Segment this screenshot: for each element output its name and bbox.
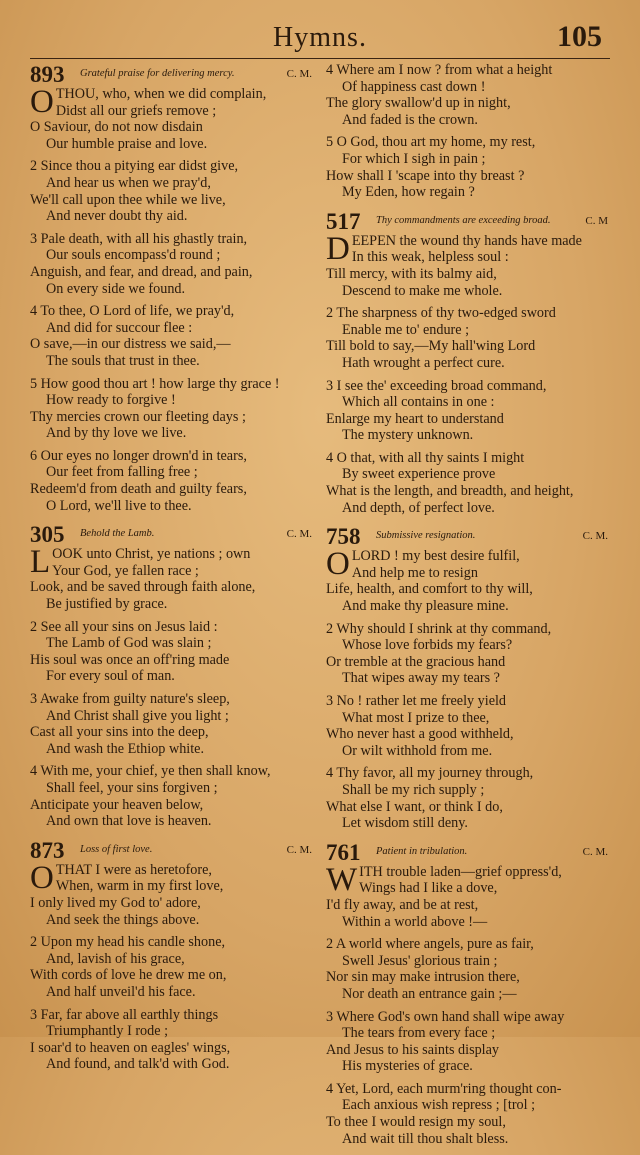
stanza: [30, 691, 312, 757]
verse-line: And half unveil'd his face.: [46, 983, 196, 1000]
hymn-subtitle: Loss of first love.: [80, 843, 153, 855]
verse-line: Or tremble at the gracious hand: [326, 653, 506, 670]
verse-line: And found, and talk'd with God.: [46, 1056, 230, 1073]
hymn-number: 758: [326, 524, 361, 550]
drop-cap: W: [326, 861, 358, 898]
verse-line: Till mercy, with its balmy aid,: [326, 265, 497, 282]
stanza: [326, 134, 608, 200]
drop-cap: O: [326, 546, 350, 583]
verse-line: I'd fly away, and be at rest,: [326, 896, 479, 913]
verse-line: His soul was once an off'ring made: [30, 651, 230, 668]
verse-text: THOU, who, when we did complain,: [55, 86, 267, 102]
hymn-meter: C. M: [585, 214, 608, 227]
verse-line: What most I prize to thee,: [342, 709, 490, 726]
verse-line: Your God, ye fallen race ;: [52, 562, 199, 579]
hymn-number: 305: [30, 522, 65, 548]
verse-line: 4 O that, with all thy saints I might: [326, 449, 525, 466]
hymn-number: 517: [326, 208, 361, 234]
verse-line: 2 The sharpness of thy two-edged sword: [326, 305, 556, 322]
stanza: [326, 62, 608, 128]
verse-line: And did for succour flee :: [46, 319, 193, 336]
verse-line: 2 Upon my head his candle shone,: [30, 934, 226, 951]
hymn-header: [326, 524, 608, 548]
stanza: [30, 231, 312, 297]
verse-line: O save,—in our distress we said,—: [30, 336, 231, 353]
verse-line: Look, and be saved through faith alone,: [30, 579, 256, 596]
verse-line: The Lamb of God was slain ;: [46, 635, 212, 652]
right-column: [326, 62, 608, 1155]
verse-line: Cast all your sins into the deep,: [30, 724, 209, 741]
verse-text: OOK unto Christ, ye nations ; own: [52, 546, 251, 563]
verse-line: Shall feel, your sins forgiven ;: [46, 779, 218, 796]
drop-cap: O: [30, 859, 54, 896]
verse-line: Within a world above !—: [342, 913, 488, 930]
hymn-subtitle: Patient in tribulation.: [376, 845, 468, 857]
hymn: [326, 209, 608, 517]
stanza: [30, 448, 312, 514]
verse-line: How shall I 'scape into thy breast ?: [326, 167, 525, 184]
verse-line: What is the length, and breadth, and height,: [326, 483, 574, 500]
drop-cap: L: [30, 544, 51, 581]
verse-line: 2 Since thou a pitying ear didst give,: [30, 158, 239, 175]
stanza: [30, 763, 312, 829]
verse-line: And faded is the crown.: [342, 111, 478, 128]
verse-line: The glory swallow'd up in night,: [326, 95, 511, 112]
verse-line: Redeem'd from death and guilty fears,: [30, 481, 247, 498]
hymn-meter: C. M.: [582, 845, 608, 858]
hymn-meter: C. M.: [286, 843, 312, 856]
hymn-subtitle: Behold the Lamb.: [80, 528, 155, 540]
verse-line: Hath wrought a perfect cure.: [342, 354, 505, 371]
verse-line: And by thy love we live.: [46, 425, 187, 442]
hymn-header: [30, 838, 312, 862]
verse-line: That wipes away my tears ?: [342, 670, 500, 687]
verse-line: And depth, of perfect love.: [342, 499, 495, 516]
verse-line: For every soul of man.: [46, 668, 175, 685]
stanza: [30, 86, 312, 152]
verse-line: 6 Our eyes no longer drown'd in tears,: [30, 447, 247, 464]
verse-line: Nor death an entrance gain ;—: [342, 985, 517, 1002]
drop-cap: D: [326, 230, 350, 267]
verse-line: And own that love is heaven.: [46, 813, 212, 830]
verse-line: For which I sigh in pain ;: [342, 150, 486, 167]
stanza: [30, 303, 312, 369]
verse-line: 3 Pale death, with all his ghastly train,: [30, 230, 248, 247]
verse-line: O Lord, we'll live to thee.: [46, 497, 192, 514]
stanza: [326, 765, 608, 831]
verse-line: Our feet from falling free ;: [46, 464, 198, 481]
verse-line: 4 To thee, O Lord of life, we pray'd,: [30, 303, 235, 320]
verse-line: And help me to resign: [351, 564, 478, 581]
left-column: [30, 62, 312, 1081]
stanza: [326, 1081, 608, 1147]
verse-line: And, lavish of his grace,: [46, 950, 185, 967]
verse-line: With cords of love he drew me on,: [30, 967, 227, 984]
stanza: [30, 934, 312, 1000]
verse-line: 3 I see the' exceeding broad command,: [326, 377, 547, 394]
hymn: [30, 522, 312, 830]
hymn-header: [30, 522, 312, 546]
verse-line: His mysteries of grace.: [342, 1058, 473, 1075]
hymn-subtitle: Submissive resignation.: [376, 530, 476, 542]
verse-line: Wings had I like a dove,: [359, 880, 498, 897]
verse-text: LORD ! my best desire fulfil,: [351, 548, 520, 565]
verse-line: 5 O God, thou art my home, my rest,: [326, 134, 536, 151]
verse-line: And Christ shall give you light ;: [46, 707, 229, 724]
verse-line: 2 A world where angels, pure as fair,: [326, 936, 534, 953]
verse-line: We'll call upon thee while we live,: [30, 191, 226, 208]
stanza: [326, 621, 608, 687]
verse-line: What else I want, or think I do,: [326, 798, 503, 815]
hymn: [326, 524, 608, 832]
verse-line: Who never hast a good withheld,: [326, 726, 514, 743]
stanza: [326, 861, 608, 930]
verse-line: 4 With me, your chief, ye then shall know,: [30, 763, 271, 780]
verse-line: Triumphantly I rode ;: [46, 1023, 169, 1040]
verse-line: Let wisdom still deny.: [342, 815, 468, 832]
verse-line: Didst all our griefs remove ;: [55, 102, 217, 119]
verse-line: O Saviour, do not now disdain: [30, 119, 203, 136]
verse-line: Enlarge my heart to understand: [326, 410, 504, 427]
drop-cap: O: [30, 84, 54, 120]
verse-line: Whose love forbids my fears?: [342, 637, 513, 654]
verse-line: Anticipate your heaven below,: [30, 796, 204, 813]
verse-line: Of happiness cast down !: [342, 78, 486, 95]
verse-line: 3 No ! rather let me freely yield: [326, 693, 507, 709]
stanza: [326, 378, 608, 444]
stanza: [326, 230, 608, 299]
verse-line: 2 Why should I shrink at thy command,: [326, 620, 552, 637]
verse-line: And Jesus to his saints display: [326, 1041, 500, 1058]
verse-line: In this weak, helpless soul :: [351, 249, 509, 266]
verse-text: THAT I were as heretofore,: [55, 861, 212, 878]
verse-line: And seek the things above.: [46, 911, 200, 928]
verse-line: When, warm in my first love,: [55, 878, 224, 895]
hymn: [30, 838, 312, 1073]
verse-line: And never doubt thy aid.: [46, 208, 188, 225]
verse-line: Which all contains in one :: [342, 394, 495, 411]
stanza: [30, 376, 312, 442]
verse-line: And hear us when we pray'd,: [46, 174, 211, 191]
verse-line: The souls that trust in thee.: [46, 352, 200, 369]
verse-line: My Eden, how regain ?: [342, 184, 475, 201]
verse-line: To thee I would resign my soul,: [326, 1114, 506, 1131]
stanza: [326, 1009, 608, 1075]
hymn-header: [30, 62, 312, 86]
hymn-meter: C. M.: [286, 528, 312, 541]
hymn-header: [326, 209, 608, 233]
stanza: [326, 693, 608, 759]
verse-line: Each anxious wish repress ; [trol ;: [342, 1097, 536, 1114]
hymn-header: [326, 840, 608, 864]
hymn-number: 893: [30, 62, 65, 87]
verse-text: EEPEN the wound thy hands have made: [351, 232, 582, 249]
verse-line: 4 Thy favor, all my journey through,: [326, 765, 534, 782]
hymn-meter: C. M.: [286, 68, 312, 80]
verse-line: Life, health, and comfort to thy will,: [326, 581, 533, 598]
verse-line: 4 Yet, Lord, each murm'ring thought con-: [326, 1080, 562, 1097]
verse-line: And make thy pleasure mine.: [342, 598, 509, 615]
page-title: Hymns.: [273, 22, 367, 53]
hymn-subtitle: Grateful praise for delivering mercy.: [80, 68, 235, 79]
verse-line: I soar'd to heaven on eagles' wings,: [30, 1039, 231, 1056]
hymn: [30, 62, 312, 514]
page-header: [30, 18, 610, 59]
stanza: [30, 1007, 312, 1073]
verse-line: Thy mercies crown our fleeting days ;: [30, 408, 246, 425]
verse-line: 3 Where God's own hand shall wipe away: [326, 1008, 565, 1025]
verse-line: I only lived my God to' adore,: [30, 894, 201, 911]
stanza: [326, 548, 608, 614]
hymn-subtitle: Thy commandments are exceeding broad.: [376, 214, 551, 226]
verse-line: Our humble praise and love.: [46, 135, 208, 152]
verse-line: 3 Far, far above all earthly things: [30, 1006, 219, 1023]
verse-line: Enable me to' endure ;: [342, 321, 470, 338]
verse-line: How ready to forgive !: [46, 392, 176, 409]
page-number: 105: [557, 20, 602, 53]
hymn-number: 761: [326, 839, 361, 865]
verse-line: The tears from every face ;: [342, 1025, 496, 1042]
verse-line: Or wilt withhold from me.: [342, 742, 493, 759]
stanza: [30, 158, 312, 224]
verse-line: Be justified by grace.: [46, 596, 168, 613]
verse-line: Till bold to say,—My hall'wing Lord: [326, 338, 536, 355]
verse-line: 2 See all your sins on Jesus laid :: [30, 618, 218, 635]
verse-line: Anguish, and fear, and dread, and pain,: [30, 263, 253, 280]
verse-line: The mystery unknown.: [342, 427, 474, 444]
verse-line: On every side we found.: [46, 280, 186, 297]
verse-line: And wait till thou shalt bless.: [342, 1130, 509, 1147]
verse-line: Our souls encompass'd round ;: [46, 247, 221, 264]
hymn-number: 873: [30, 837, 65, 863]
stanza: [326, 305, 608, 371]
verse-line: Descend to make me whole.: [342, 282, 503, 299]
verse-line: Shall be my rich supply ;: [342, 781, 485, 798]
verse-line: By sweet experience prove: [342, 466, 496, 483]
verse-line: 4 Where am I now ? from what a height: [326, 62, 553, 78]
verse-line: Swell Jesus' glorious train ;: [342, 952, 498, 969]
hymn: [326, 840, 608, 1148]
verse-line: Nor sin may make intrusion there,: [326, 969, 520, 986]
stanza: [30, 859, 312, 928]
verse-line: 3 Awake from guilty nature's sleep,: [30, 691, 230, 707]
stanza: [326, 936, 608, 1002]
stanza: [30, 619, 312, 685]
stanza: [30, 546, 312, 612]
stanza: [326, 450, 608, 516]
hymn-meter: C. M.: [582, 530, 608, 543]
hymn-continuation: [326, 62, 608, 201]
verse-line: 5 How good thou art ! how large thy grace !: [30, 375, 280, 392]
verse-text: ITH trouble laden—grief oppress'd,: [359, 863, 562, 880]
verse-line: And wash the Ethiop white.: [46, 740, 205, 757]
